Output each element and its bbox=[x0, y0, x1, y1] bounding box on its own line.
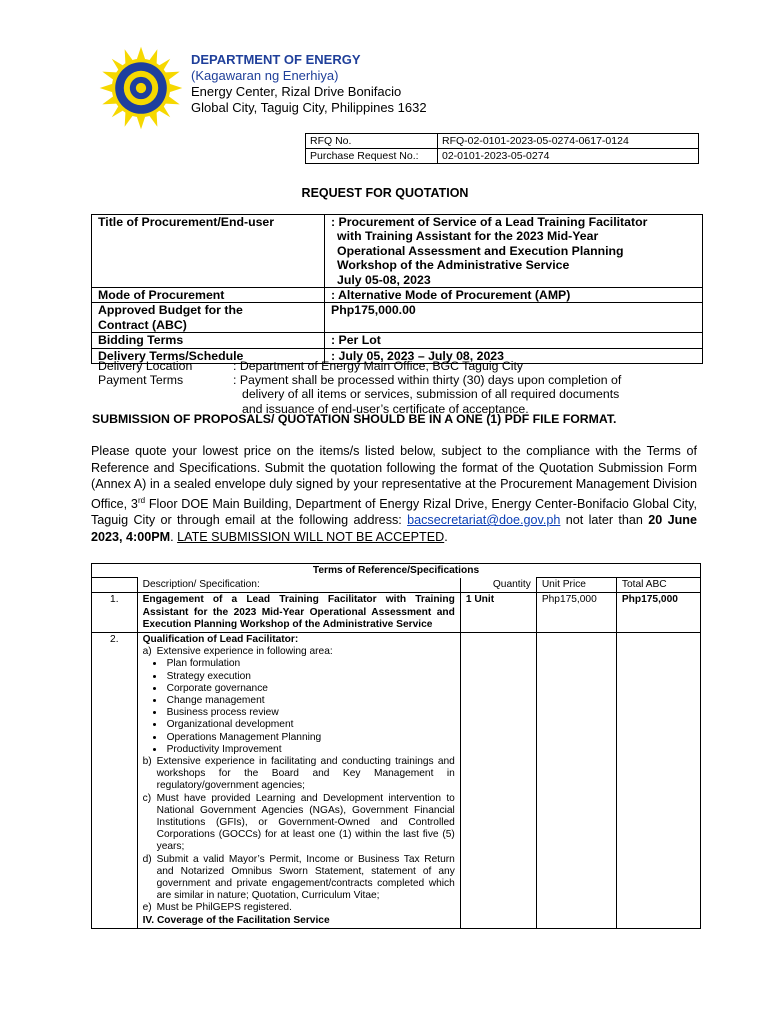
procurement-title-value bbox=[325, 215, 703, 288]
item-c-letter: c) bbox=[142, 792, 152, 804]
terms-of-reference-table bbox=[91, 563, 701, 929]
document-title: REQUEST FOR QUOTATION bbox=[301, 186, 469, 200]
payment-terms-label: Payment Terms bbox=[98, 373, 184, 387]
instructions-text-5: . bbox=[444, 529, 448, 544]
budget-row bbox=[92, 303, 703, 333]
experience-area-item: • Corporate governance bbox=[165, 683, 455, 695]
payment-terms-line-1: : Payment shall be processed within thirty (30) days upon completion of bbox=[233, 373, 622, 387]
mode-row bbox=[92, 288, 703, 303]
procurement-title-row bbox=[92, 215, 703, 288]
item-d-letter: d) bbox=[142, 853, 152, 865]
qualification-item-b bbox=[143, 756, 455, 793]
tor-row-2-description bbox=[137, 633, 460, 929]
tor-row-1-total: Php175,000 bbox=[616, 593, 700, 633]
experience-area-list bbox=[143, 658, 455, 756]
procurement-date-line: July 05-08, 2023 bbox=[337, 272, 431, 287]
item-e-letter: e) bbox=[142, 902, 152, 914]
experience-area-item: • Productivity Improvement bbox=[165, 744, 455, 756]
tor-row-1 bbox=[92, 593, 701, 633]
procurement-title-line-3: Operational Assessment and Execution Planning bbox=[337, 243, 624, 258]
mode-label: Mode of Procurement bbox=[92, 288, 325, 303]
bidding-label: Bidding Terms bbox=[92, 333, 325, 348]
payment-terms-line-3: and issuance of end-user’s certificate of acceptance. bbox=[242, 401, 529, 416]
rfq-number-value: RFQ-02-0101-2023-05-0274-0617-0124 bbox=[438, 134, 699, 149]
experience-area-item: • Change management bbox=[165, 695, 455, 707]
tor-header-num bbox=[92, 578, 138, 593]
coverage-section-heading: IV. Coverage of the Facilitation Service bbox=[142, 914, 330, 926]
late-submission-notice: LATE SUBMISSION WILL NOT BE ACCEPTED bbox=[177, 529, 445, 544]
tor-title: Terms of Reference/Specifications bbox=[92, 564, 701, 578]
qualification-item-a bbox=[143, 646, 455, 658]
tor-header-row bbox=[92, 578, 701, 593]
experience-area-item: • Plan formulation bbox=[165, 658, 455, 670]
qualification-heading: Qualification of Lead Facilitator: bbox=[142, 634, 299, 646]
tor-row-2-quantity bbox=[460, 633, 536, 929]
tor-row-2-total bbox=[616, 633, 700, 929]
item-b-letter: b) bbox=[142, 756, 152, 768]
tor-row-1-unit-price: Php175,000 bbox=[536, 593, 616, 633]
tor-row-2-unit-price bbox=[536, 633, 616, 929]
tor-row-2-num: 2. bbox=[92, 633, 138, 929]
instructions-text-4: . bbox=[170, 529, 178, 544]
experience-area-item: • Business process review bbox=[165, 707, 455, 719]
payment-terms-line-2: delivery of all items or services, submission of all required documents bbox=[242, 387, 620, 402]
payment-terms-value bbox=[233, 373, 621, 416]
agency-name: DEPARTMENT OF ENERGY bbox=[191, 52, 361, 67]
agency-local-name: (Kagawaran ng Enerhiya) bbox=[191, 68, 339, 83]
tor-row-1-num: 1. bbox=[92, 593, 138, 633]
tor-header-description: Description/ Specification: bbox=[137, 578, 460, 593]
address-line-1: Energy Center, Rizal Drive Bonifacio bbox=[191, 84, 402, 99]
purchase-request-label: Purchase Request No.: bbox=[306, 149, 438, 164]
address-line-2: Global City, Taguig City, Philippines 1632 bbox=[191, 100, 427, 115]
doe-seal-icon bbox=[98, 45, 184, 131]
floor-superscript: rd bbox=[137, 495, 146, 505]
procurement-title-line-2: with Training Assistant for the 2023 Mid-Year bbox=[337, 229, 599, 244]
qualification-item-c bbox=[143, 793, 455, 854]
delivery-label: Delivery Terms/Schedule bbox=[92, 348, 325, 363]
budget-label-line-1: Approved Budget for the bbox=[98, 303, 243, 318]
item-b-text: Extensive experience in facilitating and conducting trainings and workshops for the Board and Key Management in regulatory/government agencies; bbox=[156, 756, 455, 792]
bidding-row bbox=[92, 333, 703, 348]
qualification-item-e bbox=[143, 902, 455, 914]
instructions-text-3: not later than bbox=[560, 513, 649, 528]
delivery-value: : July 05, 2023 – July 08, 2023 bbox=[325, 348, 703, 363]
bac-email-link[interactable]: bacsecretariat@doe.gov.ph bbox=[407, 513, 561, 528]
rfq-reference-table bbox=[305, 133, 699, 164]
budget-label bbox=[92, 303, 325, 333]
bidding-value: : Per Lot bbox=[325, 333, 703, 348]
experience-area-item: • Organizational development bbox=[165, 719, 455, 731]
tor-header-unit-price: Unit Price bbox=[536, 578, 616, 593]
procurement-title-label: Title of Procurement/End-user bbox=[92, 215, 325, 288]
item-d-text: Submit a valid Mayor’s Permit, Income or Business Tax Return and Notarized Omnibus Sworn Statement, statement of any government and private engagement/contracts completed which are similar in nature; Quotation, Curriculum Vitae; bbox=[156, 853, 455, 902]
item-c-text: Must have provided Learning and Development intervention to National Government Agencies (NGAs), Government Financial Institutions (GFIs), or Government-Owned and Controlled Corporations (GOCCs) for at least one (1) within the last five (5) years; bbox=[156, 792, 455, 853]
tor-row-2 bbox=[92, 633, 701, 929]
instructions-paragraph bbox=[91, 443, 697, 545]
item-e-text: Must be PhilGEPS registered. bbox=[156, 902, 292, 914]
rfq-number-label: RFQ No. bbox=[306, 134, 438, 149]
tor-title-row bbox=[92, 564, 701, 578]
purchase-request-value: 02-0101-2023-05-0274 bbox=[438, 149, 699, 164]
letterhead bbox=[191, 52, 427, 116]
budget-label-line-2: Contract (ABC) bbox=[98, 317, 187, 332]
procurement-details-table bbox=[91, 214, 703, 364]
delivery-location-value: : Department of Energy Main Office, BGC Taguig City bbox=[233, 359, 524, 373]
tor-header-total: Total ABC bbox=[616, 578, 700, 593]
experience-area-item: • Strategy execution bbox=[165, 671, 455, 683]
experience-area-item: • Operations Management Planning bbox=[165, 732, 455, 744]
procurement-title-line-1: : Procurement of Service of a Lead Training Facilitator bbox=[331, 215, 648, 229]
mode-value: : Alternative Mode of Procurement (AMP) bbox=[325, 288, 703, 303]
procurement-title-line-4: Workshop of the Administrative Service bbox=[337, 258, 570, 273]
qualification-item-d bbox=[143, 854, 455, 903]
instructions-text-2: Floor DOE Main Building, Department of Energy Rizal Drive, Energy Center-Bonifacio Global City, Taguig City or through email at the following address: bbox=[91, 496, 697, 528]
item-a-letter: a) bbox=[142, 646, 152, 658]
submission-deadline: 20 June 2023, 4:00PM bbox=[91, 513, 698, 544]
purchase-request-row bbox=[306, 149, 699, 164]
rfq-number-row bbox=[306, 134, 699, 149]
tor-row-1-quantity: 1 Unit bbox=[460, 593, 536, 633]
submission-note: SUBMISSION OF PROPOSALS/ QUOTATION SHOULD BE IN A ONE (1) PDF FILE FORMAT. bbox=[92, 412, 617, 426]
delivery-location-label: Delivery Location bbox=[98, 359, 193, 373]
instructions-text-1: Please quote your lowest price on the items/s listed below, subject to the compliance with the Terms of Reference and Specifications. Submit the quotation following the format of the Quotation Submission Form (Annex A) in a sealed envelope duly signed by your representative at the Procurement Management Division Office, 3 bbox=[91, 444, 697, 511]
item-a-text: Extensive experience in following area: bbox=[156, 646, 333, 658]
tor-header-quantity: Quantity bbox=[460, 578, 536, 593]
tor-row-1-description: Engagement of a Lead Training Facilitator with Training Assistant for the 2023 Mid-Year Operational Assessment and Execution Planning Workshop of the Administrative Service bbox=[137, 593, 460, 633]
budget-value: Php175,000.00 bbox=[325, 303, 703, 333]
